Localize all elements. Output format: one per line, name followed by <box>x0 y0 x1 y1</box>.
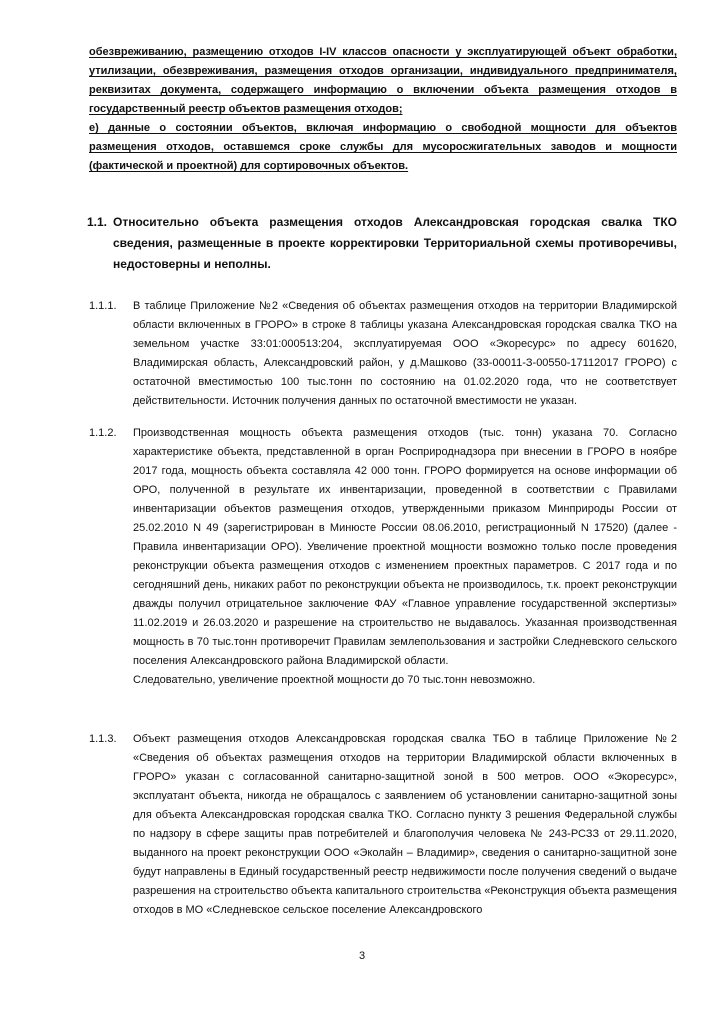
item-paragraph: Производственная мощность объекта размещения отходов (тыс. тонн) указана 70. Согласно характеристике объекта, представленной в орган Росприроднадзора при внесении в ГРОРО в ноябре 2017 года, мощность объекта составляла 42 000 тонн. ГРОРО формируется на основе информации об ОРО, полученной в результате их инвентаризации, проведенной в соответствии с Правилами инвентаризации объектов размещения отходов, утвержденными приказом Минприроды России от 25.02.2010 N 49 (зарегистрирован в Минюсте России 08.06.2010, регистрационный N 17520) (далее - Правила инвентаризации ОРО). Увеличение проектной мощности возможно только после проведения реконструкции объекта размещения отходов с изменением проектных параметров. С 2017 года и по сегодняшний день, никаких работ по реконструкции объекта не производилось, т.к. проект реконструкции дважды получил отрицательное заключение ФАУ «Главное управление государственной экспертизы» 11.02.2019 и 26.03.2020 и разрешение на строительство не выдавалось. Указанная производственная мощность в 70 тыс.тонн противоречит Правилам землепользования и застройки Следневского сельского поселения Александровского района Владимирской области. <box>133 427 677 667</box>
numbered-item <box>89 297 677 411</box>
top-paragraph: обезвреживанию, размещению отходов I-IV классов опасности у эксплуатирующей объект обработки, утилизации, обезвреживания, размещения отходов организации, индивидуального предпринимателя, реквизитах документа, содержащего информацию о включении объекта размещения отходов в государственный реестр объектов размещения отходов; <box>89 46 677 115</box>
item-paragraph: Следовательно, увеличение проектной мощности до 70 тыс.тонн невозможно. <box>133 674 536 686</box>
section-heading-text: Относительно объекта размещения отходов Александровская городская свалка ТКО сведения, размещенные в проекте корректировки Территориальной схемы противоречивы, недостоверны и неполны. <box>113 215 677 271</box>
item-body <box>133 297 677 411</box>
item-number: 1.1.3. <box>89 733 117 745</box>
item-paragraph: Объект размещения отходов Александровская городская свалка ТБО в таблице Приложение №2 «Сведения об объектах размещения отходов на территории Владимирской области включенных в ГРОРО» указан с согласованной санитарно-защитной зоной в 500 метров. ООО «Экоресурс», эксплуатант объекта, никогда не обращалось с заявлением об установлении санитарно-защитной зоны для объекта Александровская городская свалка ТКО. Согласно пункту 3 решения Федеральной службы по надзору в сфере защиты прав потребителей и благополучия человека № 243-РСЗЗ от 29.11.2020, выданного на проект реконструкции ООО «Эколайн – Владимир», сведения о санитарно-защитной зоне будут направлены в Единый государственный реестр недвижимости после получения сведений о выдаче разрешения на строительство объекта капитального строительства «Реконструкция объекта размещения отходов в МО «Следневское сельское поселение Александровского <box>133 733 677 916</box>
section-number: 1.1. <box>87 215 108 229</box>
section-heading <box>87 212 677 275</box>
item-body <box>133 730 677 920</box>
item-body <box>133 424 677 690</box>
numbered-item <box>89 424 677 690</box>
item-number: 1.1.2. <box>89 427 117 439</box>
item-number: 1.1.1. <box>89 300 117 312</box>
item-paragraph: В таблице Приложение №2 «Сведения об объектах размещения отходов на территории Владимирской области включенных в ГРОРО» в строке 8 таблицы указана Александровская городская свалка ТКО на земельном участке 33:01:000513:204, эксплуатируемая ООО «Экоресурс» по адресу 601620, Владимирская область, Александровский район, у д.Машково (33-00011-З-00550-17112017 ГРОРО) с остаточной вместимостью 100 тыс.тонн по состоянию на 01.02.2020 года, что не соответствует действительности. Источник получения данных по остаточной вместимости не указан. <box>133 300 677 407</box>
numbered-item <box>89 730 677 920</box>
page-number: 3 <box>358 950 366 962</box>
underlined-bold-block <box>89 43 677 176</box>
top-paragraph: е) данные о состоянии объектов, включая информацию о свободной мощности для объектов размещения отходов, оставшемся сроке службы для мусоросжигательных заводов и мощности (фактической и проектной) для сортировочных объектов. <box>89 122 677 172</box>
